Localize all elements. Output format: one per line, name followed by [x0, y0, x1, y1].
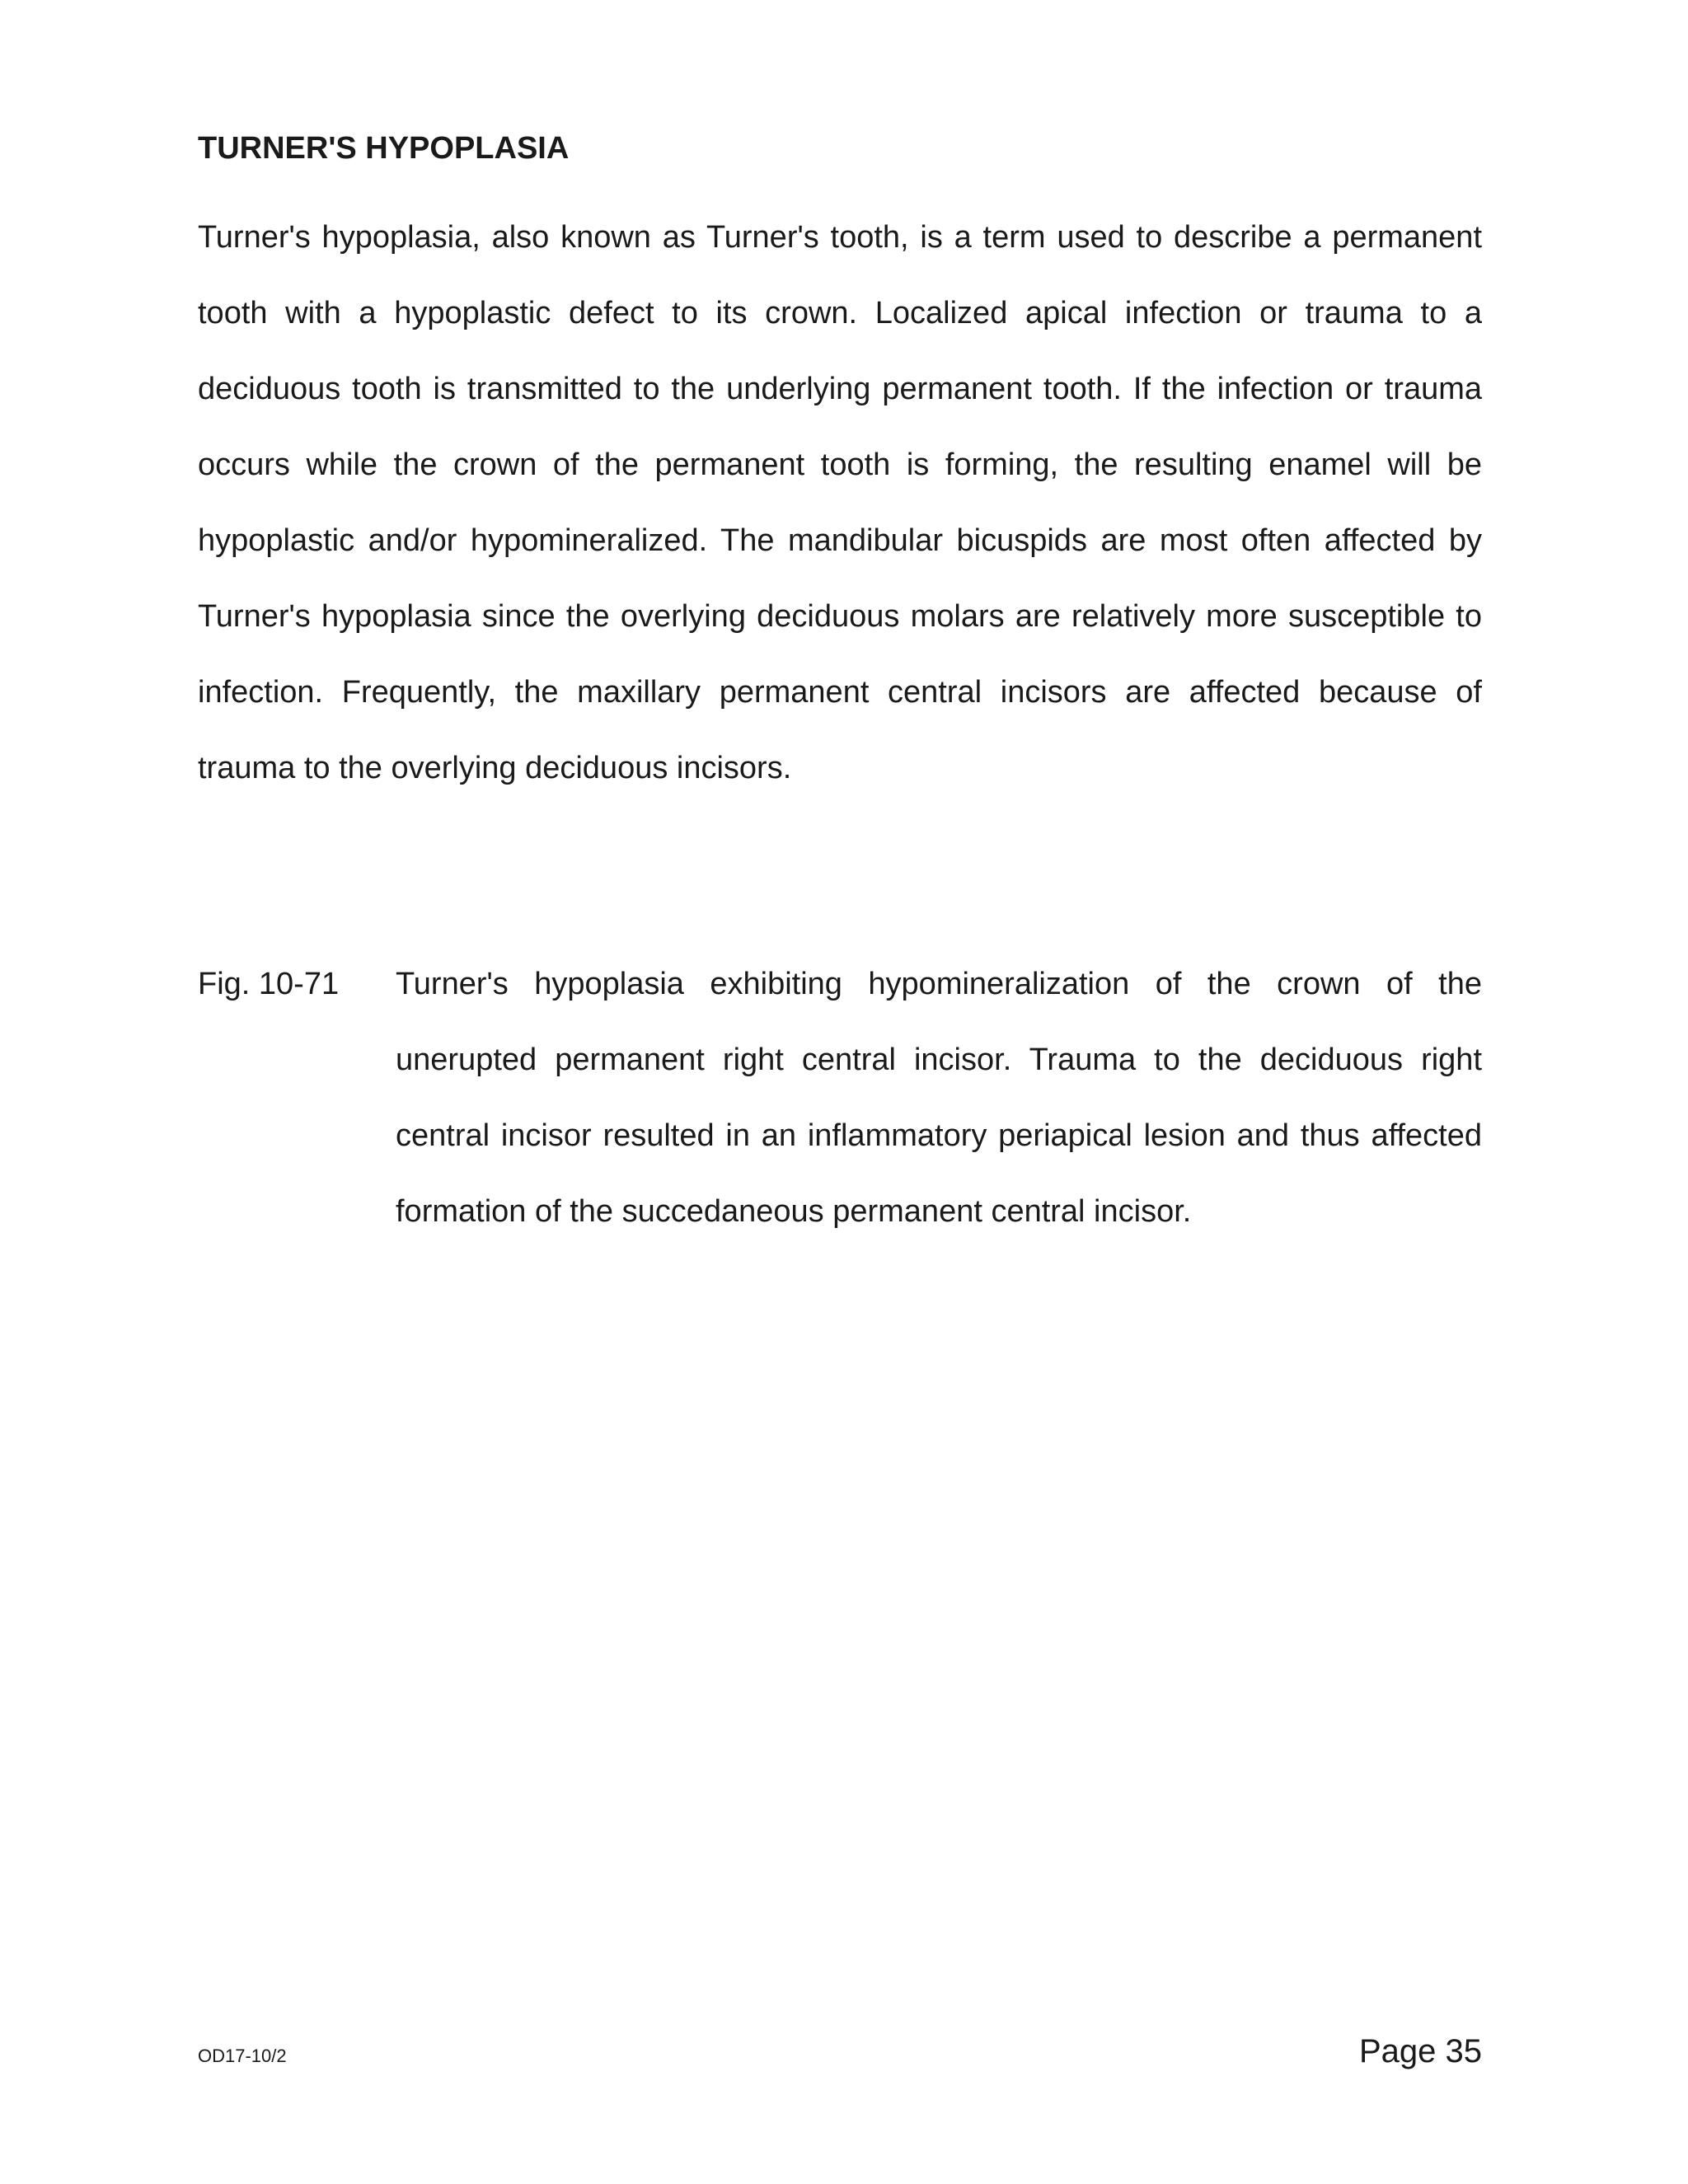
- section-body-paragraph: Turner's hypoplasia, also known as Turner's tooth, is a term used to describe a permanent tooth with a hypoplastic defect to its crown. Localized apical infection or trauma to a deciduous tooth is transmitted to the underlying permanent tooth. If the infection or trauma occurs while the crown of the permanent tooth is forming, the resulting enamel will be hypoplastic and/or hypomineralized. The mandibular bicuspids are most often affected by Turner's hypoplasia since the overlying deciduous molars are relatively more susceptible to infection. Frequently, the maxillary permanent central incisors are affected because of trauma to the overlying deciduous incisors.: [198, 220, 1482, 785]
- figure-caption: Turner's hypoplasia exhibiting hypomineralization of the crown of the unerupted permanent right central incisor. Trauma to the deciduous right central incisor resulted in an inflammatory periapical lesion and thus affected formation of the succedaneous permanent central incisor.: [396, 967, 1482, 1229]
- figure-label: Fig. 10-71: [198, 967, 340, 1001]
- footer-page-number: Page 35: [1358, 2033, 1482, 2069]
- section-heading: TURNER'S HYPOPLASIA: [198, 131, 570, 166]
- footer-document-code: OD17-10/2: [198, 2046, 287, 2066]
